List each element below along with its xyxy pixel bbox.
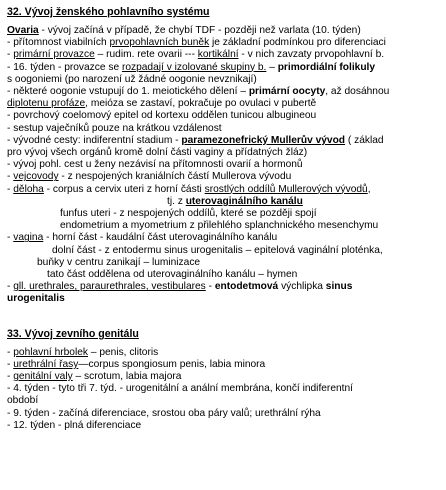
text-line <box>7 74 443 86</box>
term-span: kortikální <box>197 49 239 61</box>
term-span: urethrální řasy <box>13 358 79 370</box>
text-span: - corpus a cervix uteri z horní části <box>43 183 205 195</box>
text-span: - 9. týden - začíná diferenciace, srostou oba páry valů; urethrální rýha <box>7 407 321 419</box>
text-line <box>7 269 443 281</box>
text-span: funfus uteri - z nespojených oddílů, které se později spojí <box>60 208 317 220</box>
term-span: gll. urethrales, paraurethrales, vestibulares <box>13 281 206 293</box>
term-span: děloha <box>13 183 44 195</box>
term-span: pohlavní hrbolek <box>13 346 88 358</box>
bold-term: sinus <box>325 281 353 293</box>
text-span: je základní podmínkou pro diferenciaci <box>209 37 386 49</box>
text-line <box>7 49 443 61</box>
text-line <box>7 98 443 110</box>
text-line <box>7 184 443 196</box>
text-span: tato část oddělena od uterovaginálního kanálu – hymen <box>47 269 298 281</box>
text-span: - sestup vaječníků pouze na krátkou vzdálenost <box>7 122 222 134</box>
term-span: srostlých oddílů Mullerových vývodů <box>204 183 368 195</box>
text-line <box>7 37 443 49</box>
text-span: endometrium a myometrium z přilehlého splanchnického mesenchymu <box>60 220 379 232</box>
bold-term: uterovaginálního kanálu <box>185 195 303 207</box>
text-line <box>7 208 443 220</box>
text-line <box>7 408 443 420</box>
text-line <box>7 135 443 147</box>
bold-term: primární oocyty <box>248 86 326 98</box>
text-span: - <box>205 281 215 293</box>
term-span: prvopohlavních buněk <box>109 37 210 49</box>
text-span: - z nespojených kraniálních částí Mullerova vývodu <box>58 171 292 183</box>
text-line <box>7 62 443 74</box>
text-line <box>7 196 443 208</box>
term-span: rozpadají v izolované skupiny b. <box>121 61 267 73</box>
text-line <box>7 383 443 395</box>
text-line <box>7 420 443 432</box>
text-span: - <box>7 281 14 293</box>
text-span: – <box>266 61 278 73</box>
text-span: - vývoj pohl. cest u ženy nezávisí na přítomnosti ovarií a hormonů <box>7 159 303 171</box>
text-span: - <box>7 371 14 383</box>
text-span: dolní část - z entodermu sinus urogenitalis – epitelová vaginální ploténka, <box>52 244 383 256</box>
text-line <box>7 110 443 122</box>
text-span: – scrotum, labia majora <box>72 371 182 383</box>
text-line <box>7 147 443 159</box>
text-span: - přítomnost viabilních <box>7 37 110 49</box>
text-span: , až dosáhnou <box>325 86 390 98</box>
text-span: , meióza se zastaví, pokračuje po ovulaci v pubertě <box>85 98 317 110</box>
text-span: – rudim. rete ovarii --- <box>94 49 198 61</box>
text-span: - <box>7 232 14 244</box>
text-line <box>7 371 443 383</box>
text-span: - <box>7 183 14 195</box>
text-span: tj. z <box>167 195 186 207</box>
text-line <box>7 293 443 305</box>
text-line <box>7 395 443 407</box>
text-span: období <box>7 395 39 407</box>
text-span: výchlipka <box>278 281 326 293</box>
text-span: pro vývoj všech orgánů kromě dolní části vaginy a přídatných žláz) <box>7 147 308 159</box>
text-span: - horní část - kaudální část uterovaginálního kanálu <box>43 232 278 244</box>
text-span: - <box>7 346 14 358</box>
text-span: - povrchový coelomový epitel od kortexu oddělen tunicou albugineou <box>7 110 317 122</box>
text-span: - 12. týden - plná diferenciace <box>7 419 142 431</box>
bold-term: paramezonefrický Mullerův vývod <box>181 134 346 146</box>
text-span: - některé oogonie vstupují do 1. meiotického dělení – <box>7 86 249 98</box>
section-32-heading: 32. Vývoj ženského pohlavního systému <box>7 6 210 18</box>
text-line <box>7 171 443 183</box>
text-line <box>7 220 443 232</box>
text-span: – penis, clitoris <box>88 346 159 358</box>
term-span: diplotenu profáze <box>7 98 86 110</box>
bold-term: entodetmová <box>214 281 279 293</box>
text-line <box>7 86 443 98</box>
text-line <box>7 232 443 244</box>
text-span: - vývodné cesty: indiferentní stadium - <box>7 134 182 146</box>
bold-term: urogenitalis <box>7 293 65 305</box>
text-line <box>7 281 443 293</box>
text-span: ( základ <box>345 134 384 146</box>
text-line <box>7 359 443 371</box>
term-span: vejcovody <box>13 171 59 183</box>
text-span: - 4. týden - tyto tři 7. týd. - urogenitální a anální membrána, končí indiferentní <box>7 383 353 395</box>
text-line <box>7 159 443 171</box>
text-span: - <box>7 358 14 370</box>
term-span: primární provazce <box>13 49 95 61</box>
text-line <box>7 25 443 37</box>
text-span: - 16. týden - provazce se <box>7 61 122 73</box>
text-span: , <box>367 183 371 195</box>
term-span: genitální valy <box>13 371 73 383</box>
text-span: - <box>7 49 14 61</box>
text-span: - <box>7 171 14 183</box>
term-span: vagina <box>13 232 44 244</box>
text-span: buňky v centru zanikají – luminizace <box>37 256 201 268</box>
text-line <box>7 245 443 257</box>
bold-term: primordiální folikuly <box>277 61 376 73</box>
section-33-heading: 33. Vývoj zevního genitálu <box>7 327 139 340</box>
text-span: - v nich zavzaty prvopohlavní b. <box>238 49 385 61</box>
term-ovaria: Ovaria <box>7 25 39 36</box>
text-span: —corpus spongiosum penis, labia minora <box>78 358 266 370</box>
text-span: - vývoj začíná v případě, že chybí TDF - později než varlata (10. týden) <box>38 25 361 36</box>
document-page <box>7 6 443 432</box>
text-line <box>7 257 443 269</box>
text-span: s oogoniemi (po narození už žádné oogonie nevznikají) <box>7 73 257 85</box>
text-line <box>7 123 443 135</box>
text-line <box>7 347 443 359</box>
